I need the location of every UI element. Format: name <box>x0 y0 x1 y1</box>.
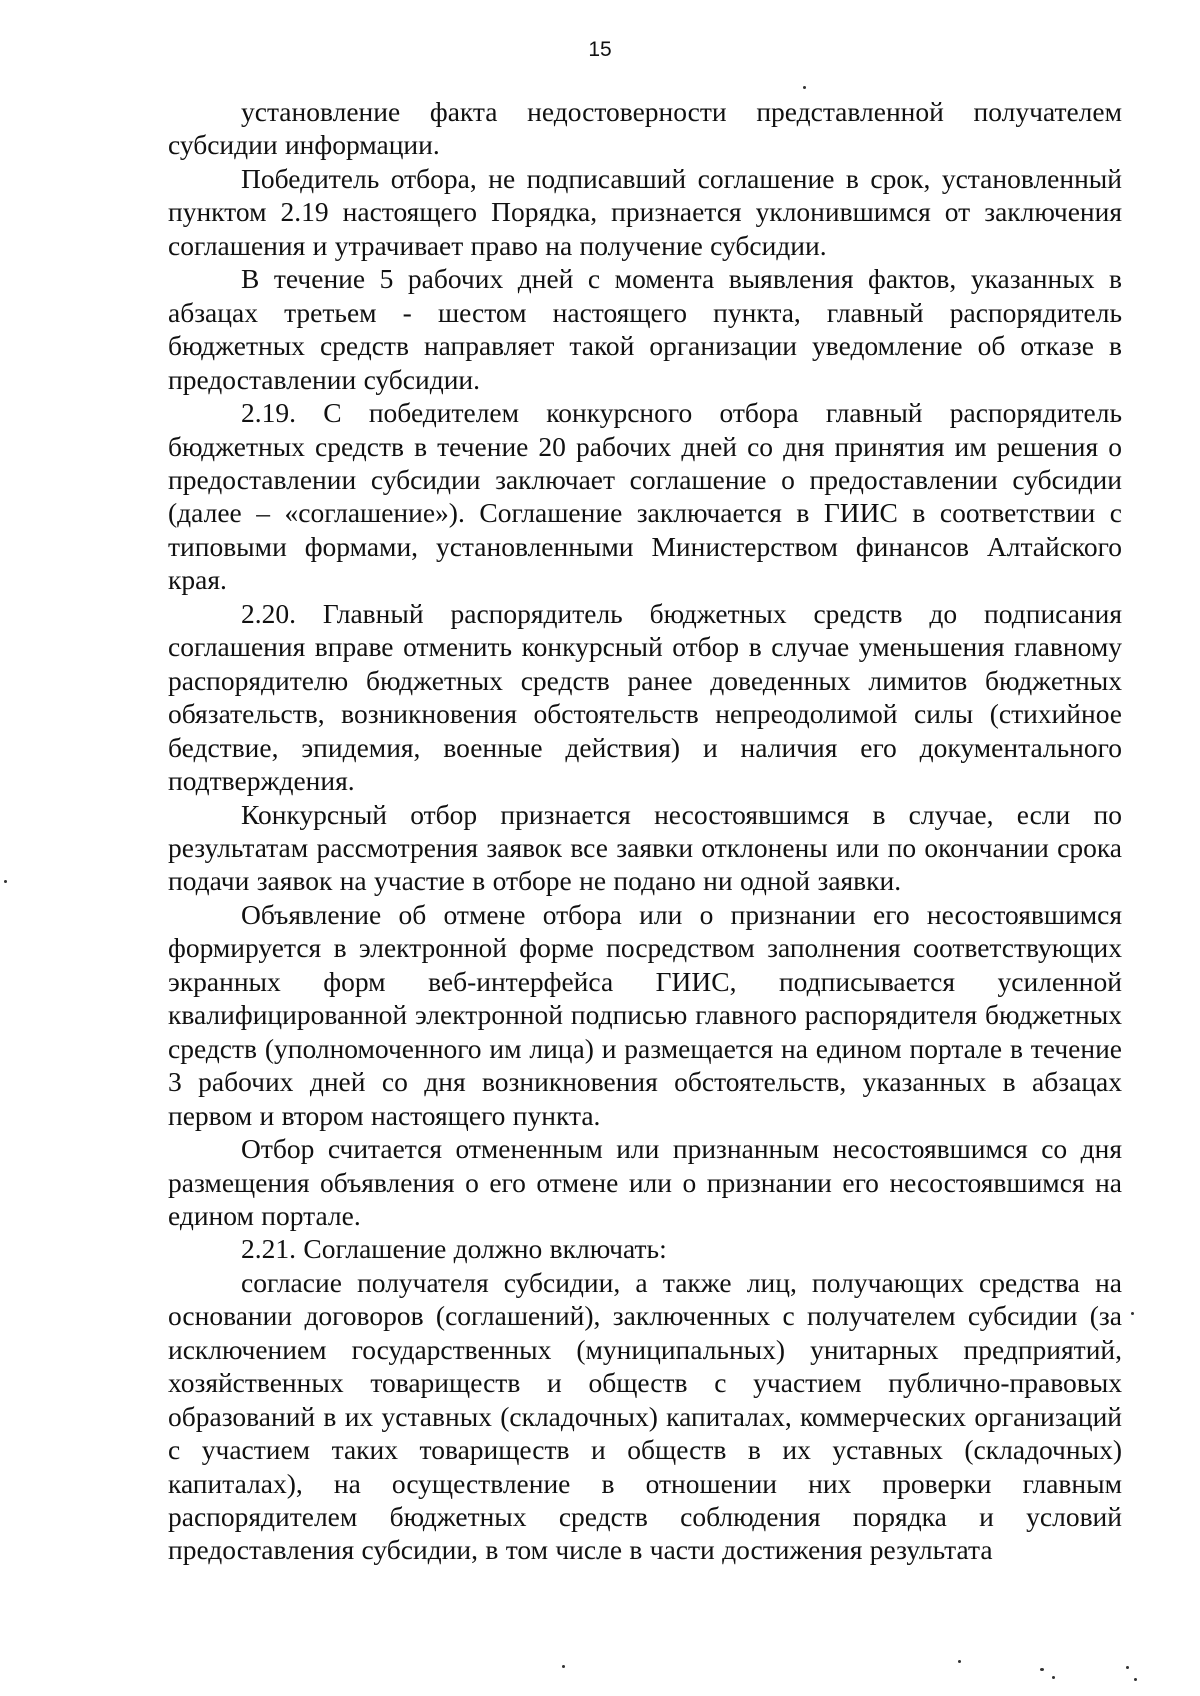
scan-speck <box>958 1660 961 1663</box>
paragraph-2: Победитель отбора, не подписавший соглашение в срок, установленный пунктом 2.19 настоящего Порядка, признается уклонившимся от заключения соглашения и утрачивает право на получение субсидии. <box>168 162 1122 261</box>
paragraph-5: 2.20. Главный распорядитель бюджетных средств до подписания соглашения вправе отменить конкурсный отбор в случае уменьшения главному распорядителю бюджетных средств ранее доведенных лимитов бюджетных обязательств, возникновения обстоятельств непреодолимой силы (стихийное бедствие, эпидемия, военные действия) и наличия его документального подтверждения. <box>168 597 1122 797</box>
paragraph-4: 2.19. С победителем конкурсного отбора главный распорядитель бюджетных средств в течение 20 рабочих дней со дня принятия им решения о предоставлении субсидии заключает соглашение о предоставлении субсидии (далее – «соглашение»). Соглашение заключается в ГИИС в соответствии с типовыми формами, установленными Министерством финансов Алтайского края. <box>168 397 1122 596</box>
paragraph-1: установление факта недостоверности представленной получателем субсидии информации. <box>168 96 1122 161</box>
paragraph-7: Объявление об отмене отбора или о признании его несостоявшимся формируется в электронной форме посредством заполнения соответствующих экранных форм веб-интерфейса ГИИС, подписывается усиленной квалифицированной электронной подписью главного распорядителя бюджетных средств (уполномоченного им лица) и размещается на едином портале в течение 3 рабочих дней со дня возникновения обстоятельств, указанных в абзацах первом и втором настоящего пункта. <box>168 898 1122 1131</box>
paragraph-8: Отбор считается отмененным или признанным несостоявшимся со дня размещения объявления о его отмене или о признании его несостоявшимся на едином портале. <box>168 1133 1122 1231</box>
paragraph-10: согласие получателя субсидии, а также лиц, получающих средства на основании договоров (соглашений), заключенных с получателем субсидии (за исключением государственных (муниципальных) унитарных предприятий, хозяйственных товариществ и обществ с участием публично-правовых образований в их уставных (складочных) капиталах, коммерческих организаций с участием таких товариществ и обществ в их уставных (складочных) капиталах), на осуществление в отношении них проверки главным распорядителем бюджетных средств соблюдения порядка и условий предоставления субсидии, в том числе в части достижения результата <box>168 1266 1122 1566</box>
document-body <box>168 95 1122 1567</box>
paragraph-6: Конкурсный отбор признается несостоявшимся в случае, если по результатам рассмотрения заявок все заявки отклонены или по окончании срока подачи заявок на участие в отборе не подано ни одной заявки. <box>168 798 1122 897</box>
scan-speck <box>803 86 806 89</box>
paragraph-9: 2.21. Соглашение должно включать: <box>241 1233 667 1265</box>
scan-speck <box>1131 1312 1134 1315</box>
page-number: 15 <box>588 38 612 61</box>
scan-speck <box>1126 1666 1129 1669</box>
scan-speck <box>1052 1676 1055 1679</box>
scan-speck <box>562 1665 565 1668</box>
scan-speck <box>1134 1678 1137 1681</box>
scan-speck <box>4 880 7 883</box>
scan-speck <box>1040 1668 1044 1671</box>
paragraph-3: В течение 5 рабочих дней с момента выявления фактов, указанных в абзацах третьем - шестом настоящего пункта, главный распорядитель бюджетных средств направляет такой организации уведомление об отказе в предоставлении субсидии. <box>168 263 1122 395</box>
